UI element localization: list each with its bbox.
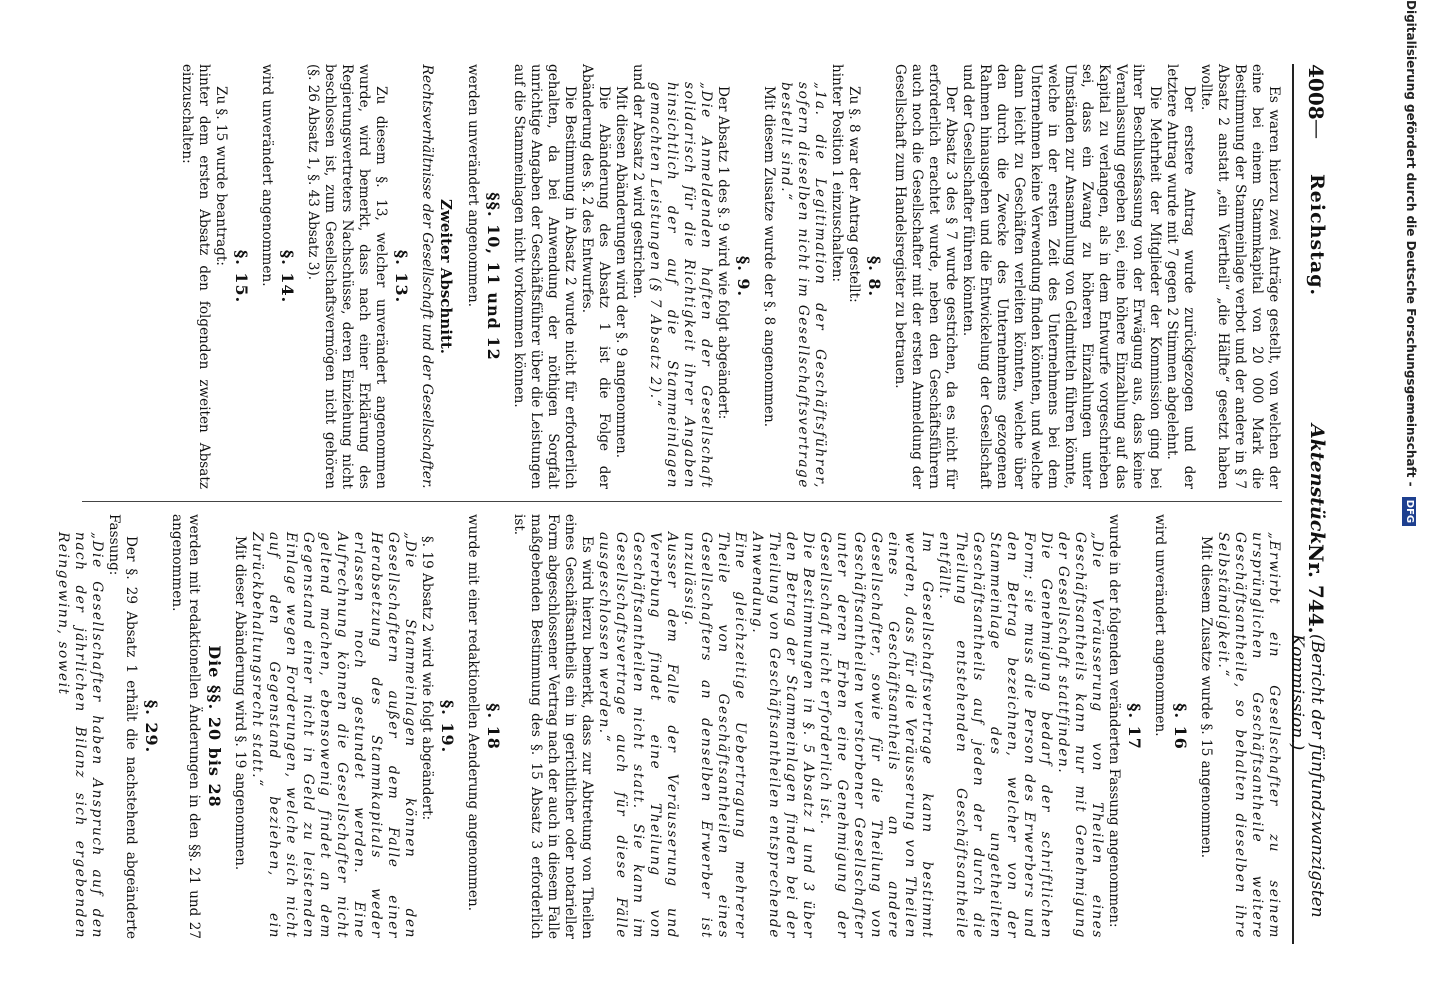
paragraph: Mit diesen Abänderungen wird der §. 9 angenommen. bbox=[613, 86, 629, 459]
section-heading-8: §. 8. bbox=[865, 255, 884, 298]
column-divider bbox=[82, 501, 1282, 502]
document-number: Nr. 744. bbox=[1304, 544, 1328, 634]
quoted-text: „Die Gesellschafter haben Anspruch auf den nach der jährlichen Bilanz sich ergebenden Reingewinn, soweit bbox=[55, 532, 105, 939]
paragraph: wurde mit einer redaktionellen Aenderung angenommen. bbox=[465, 514, 481, 912]
document-page bbox=[55, 64, 1330, 944]
chapter-subtitle: Rechtsverhältnisse der Gesellschaft und der Gesellschafter. bbox=[419, 64, 435, 489]
quoted-text: „Die Veräusserung von Theilen eines Geschäftsantheils kann nur mit Genehmigung der Gesellschaft stattfinden. bbox=[1055, 532, 1105, 939]
paragraph: Der erstere Antrag wurde zurückgezogen und der letztere Antrag wurde mit 7 gegen 2 Stimmen abgelehnt. bbox=[1164, 64, 1197, 489]
section-heading-17: §. 17 bbox=[1125, 703, 1144, 750]
chapter-heading: Zweiter Abschnitt. bbox=[437, 199, 455, 354]
section-heading-10-12: §§. 10, 11 und 12 bbox=[484, 192, 503, 361]
header-dash: — bbox=[1306, 119, 1330, 139]
quoted-text: Die Genehmigung bedarf der schriftlichen Form; sie muss die Person des Erwerbers und den Betrag bezeichnen, welcher von der Stammeinlage des ungetheilten Geschäftsantheils auf jeden der durch die Theilung entstehenden Geschäftsantheile entfällt. bbox=[936, 532, 1054, 939]
paragraph: §. 19 Absatz 2 wird wie folgt abgeändert: bbox=[419, 536, 435, 821]
paragraph: Zu §. 15 wurde beantragt: bbox=[213, 86, 229, 266]
quoted-text: „Die Stammeinlagen können den Gesellschaftern außer dem Falle einer Herabsetzung des Stammkapitals weder erlassen noch gestundet werden. Eine Aufrechnung können die Gesellschafter nicht geltend machen, ebensowenig findet an dem Gegenstand einer nicht in Geld zu leistenden Einlage wegen Forderungen, welche sich nicht auf den Gegenstand beziehen, ein Zurückbehaltungsrecht statt.“ bbox=[249, 532, 418, 939]
paragraph: wird unverändert angenommen. bbox=[1152, 514, 1168, 737]
paragraph: Zu diesem §. 13, welcher unverändert angenommen wurde, wird bemerkt, dass nach einer Erklärung des Regierungsvertreters Nachschüsse, deren Einziehung nicht beschlossen ist, zum Gesellschaftsvermögen nicht gehören (§. 26 Absatz 1, §. 43 Absatz 3). bbox=[305, 64, 389, 489]
paragraph: Es wird hierzu bemerkt, dass zur Abtretung von Theilen eines Geschäftsantheils ein in gerichtlicher oder notarieller Form abgeschlossener Vertrag nach der auch in diesem Falle maßgebenden Bestimmung des §. 15 Absatz 3 erforderlich ist. bbox=[511, 514, 595, 939]
page-number: 4008 bbox=[1304, 64, 1328, 120]
paragraph: hinter dem ersten Absatz den folgenden zweiten Absatz einzuschalten: bbox=[179, 64, 212, 489]
right-column bbox=[55, 514, 1282, 939]
section-heading-13: §. 13. bbox=[392, 249, 411, 304]
quoted-text: Die Bestimmungen in §. 5 Absatz 1 und 3 über den Betrag der Stammeinlagen finden bei der Theilung von Geschäftsantheilen entsprechende Anwendung. bbox=[749, 532, 816, 939]
paragraph: Es waren hierzu zwei Anträge gestellt, von welchen der eine bei einem Stammkapital von 20 000 Mark die Bestimmung der Stammeinlage verbot und der andere in § 7 Absatz 2 anstatt „ein Viertheil“ „die Hälfte“ gesetzt haben wollte. bbox=[1198, 64, 1282, 489]
quoted-text: „1a. die Legitimation der Geschäftsführer, sofern dieselben nicht im Gesellschaftsvertrage bestellt sind.“ bbox=[778, 82, 828, 489]
quoted-text: Eine gleichzeitige Uebertragung mehrerer Theile von Geschäftsantheilen eines Gesellschafters an denselben Erwerber ist unzulässig. bbox=[681, 532, 748, 939]
left-column bbox=[72, 64, 1282, 489]
paragraph: wurde in der folgenden veränderten Fassung angenommen: bbox=[1106, 514, 1122, 928]
paragraph: und der Absatz 2 wird gestrichen. bbox=[630, 64, 646, 299]
paragraph: Die Bestimmung in Absatz 2 wurde nicht für erforderlich gehalten, da bei Anwendung der nöthigen Sorgfalt unrichtige Angaben der Geschäftsführer über die Leistungen auf die Stammeinlagen nicht vorkommen können. bbox=[511, 64, 578, 489]
paragraph: Der Absatz 3 des § 7 wurde gestrichen, da es nicht für erforderlich erachtet wurde, neben den Geschäftsführern auch noch die Gesellschafter mit der ersten Anmeldung der Gesellschaft zum Handelsregister zu betrauen. bbox=[892, 64, 959, 489]
header-title: Reichstag. bbox=[1306, 174, 1328, 297]
quoted-text: „Erwirbt ein Gesellschafter zu seinem ursprünglichen Geschäftsantheile weitere Geschäftsantheile, so behalten dieselben ihre Selbständigkeit.“ bbox=[1215, 532, 1282, 939]
paragraph: Der §. 29 Absatz 1 erhält die nachstehend abgeänderte Fassung: bbox=[106, 514, 139, 939]
section-heading-18: §. 18 bbox=[484, 703, 503, 750]
header-subtitle: Aktenstück bbox=[1306, 424, 1328, 545]
paragraph: Der Absatz 1 des §. 9 wird wie folgt abgeändert: bbox=[715, 86, 731, 420]
paragraph: Die Abänderung des Absatz 1 ist die Folge der Abänderung des §. 2 des Entwurfes. bbox=[579, 64, 612, 489]
credit-text: Digitalisierung gefördert durch die Deutsche Forschungsgemeinschaft - bbox=[1404, 0, 1418, 487]
paragraph: Mit dieser Abänderung wird §. 19 angenommen. bbox=[232, 536, 248, 871]
paragraph: Mit diesem Zusatze wurde der §. 8 angenommen. bbox=[761, 86, 777, 428]
digitization-credit bbox=[1400, 0, 1422, 1000]
paragraph: werden mit redaktionellen Änderungen in den §§. 21 und 27 angenommen. bbox=[169, 514, 202, 939]
section-heading-20-28: Die §§. 20 bis 28 bbox=[205, 645, 224, 808]
section-heading-15: §. 15. bbox=[232, 249, 251, 304]
quoted-text: Ausser dem Falle der Veräusserung und Vererbung findet eine Theilung von Geschäftsantheilen nicht statt. Sie kann im Gesellschaftsvertrage auch für diese Fälle ausgeschlossen werden.“ bbox=[596, 532, 680, 939]
quoted-text: Im Gesellschaftsvertrage kann bestimmt werden, dass für die Veräusserung von Theilen eines Geschäftsantheils an andere Gesellschafter, sowie für die Theilung von Geschäftsantheilen verstorbener Gesellschafter unter deren Erben eine Genehmigung der Gesellschaft nicht erforderlich ist. bbox=[817, 532, 935, 939]
paragraph: Zu §. 8 war der Antrag gestellt: bbox=[846, 86, 862, 303]
paragraph: Die Mehrheit der Mitglieder der Kommission ging bei ihrer Beschlussfassung von der Erwägung aus, dass keine Veranlassung gegeben sei, eine höhere Einzahlung auf das Kapital zu verlangen, als in dem Entwurfe vorgeschrieben sei, dass ein Zwang zu höheren Einzahlungen unter Umständen zur Ansammlung von Geldmitteln führen könnte, welche in der ersten Zeit des Unternehmens bei dem Unternehmen keine Verwendung finden könnten, und welche dann leicht zu Geschäften verleiten könnten, welche über den durch die Zwecke des Unternehmens gezogenen Rahmen hinausgehen und die Entwickelung der Gesellschaft und der Gesellschafter führen könnten. bbox=[960, 64, 1163, 489]
report-title: (Bericht der fünfundzwanzigsten Kommission.) bbox=[1287, 634, 1327, 918]
paragraph: hinter Position 1 einzuschalten: bbox=[829, 64, 845, 283]
section-heading-14: §. 14. bbox=[278, 249, 297, 304]
quoted-text: „Die Anmeldenden haften der Gesellschaft solidarisch für die Richtigkeit ihrer Angaben hinsichtlich der auf die Stammeinlagen gemachten Leistungen (§ 7 Absatz 2).“ bbox=[647, 82, 714, 489]
paragraph: werden unverändert angenommen. bbox=[465, 64, 481, 308]
section-heading-29: §. 29. bbox=[142, 699, 161, 754]
dfg-logo: DFG bbox=[1402, 497, 1416, 526]
page-header bbox=[1287, 64, 1330, 944]
paragraph: Mit diesem Zusatze wurde §. 15 angenommen. bbox=[1198, 536, 1214, 859]
section-heading-9: §. 9. bbox=[734, 255, 753, 298]
section-heading-19: §. 19. bbox=[438, 699, 457, 754]
paragraph: wird unverändert angenommen. bbox=[259, 64, 275, 287]
section-heading-16: §. 16 bbox=[1171, 703, 1190, 750]
